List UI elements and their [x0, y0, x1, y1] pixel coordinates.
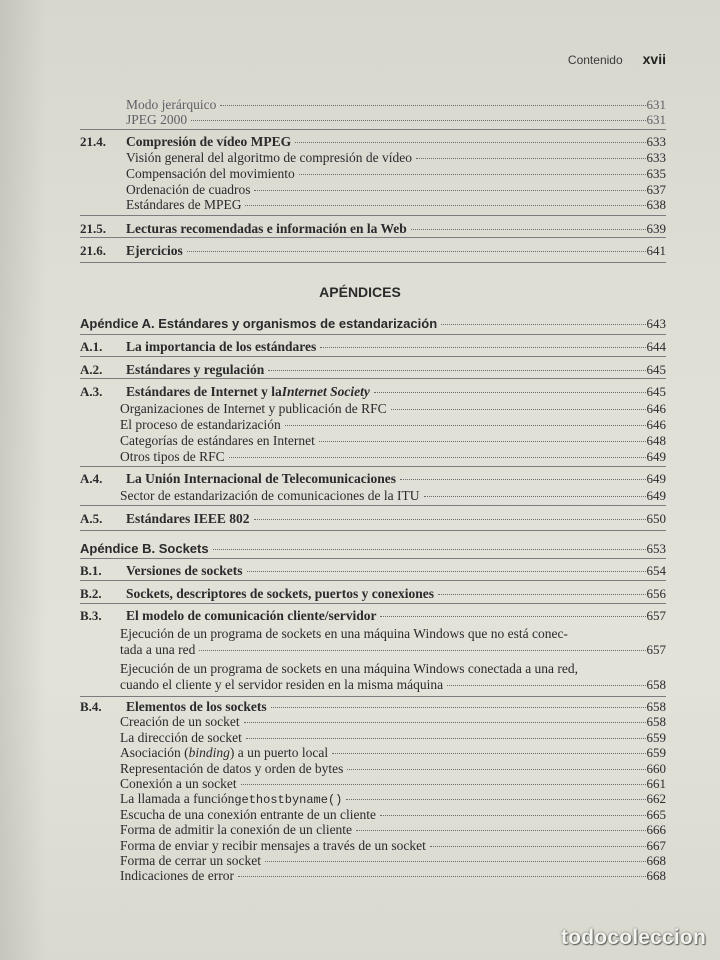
entry-title	[120, 791, 650, 807]
entry-page: 667	[646, 838, 666, 853]
toc-entry	[0, 868, 720, 885]
dot-leader	[254, 519, 646, 520]
entry-page: 649	[646, 488, 666, 503]
entry-number: A.3.	[80, 384, 103, 399]
entry-title	[120, 417, 650, 433]
appendix-a-title-text: Apéndice A. Estándares y organismos de estandarización	[80, 316, 438, 331]
toc-entry	[0, 433, 720, 450]
section-rule	[80, 334, 666, 335]
toc-entry	[0, 449, 720, 466]
dot-leader	[213, 549, 646, 550]
entry-number: A.4.	[80, 471, 103, 486]
entry-page: 646	[646, 417, 666, 432]
entry-page: 633	[646, 150, 666, 165]
entry-title	[120, 730, 650, 746]
dot-leader	[187, 251, 646, 252]
entry-page: 659	[646, 745, 666, 760]
dot-leader	[438, 594, 646, 595]
entry-page: 656	[646, 586, 666, 601]
dot-leader	[411, 229, 646, 230]
entry-title-text: Forma de admitir la conexión de un cliente	[120, 822, 353, 837]
toc-entry	[0, 384, 720, 401]
entry-number: B.1.	[80, 563, 102, 578]
toc-entry	[0, 745, 720, 762]
entry-number: 21.6.	[80, 243, 106, 258]
entry-title	[120, 449, 650, 465]
section-rule	[80, 580, 666, 581]
running-header	[568, 51, 666, 67]
entry-title	[120, 745, 650, 761]
entry-title	[126, 97, 650, 113]
appendix-a-entry	[0, 316, 720, 333]
entry-page: 654	[646, 563, 666, 578]
entry-number: 21.5.	[80, 221, 106, 236]
entry-number: A.5.	[80, 511, 103, 526]
header-section: Contenido	[567, 53, 623, 67]
toc-entry	[0, 417, 720, 434]
entry-page: 646	[646, 401, 666, 416]
entry-title	[126, 197, 650, 213]
entry-page: 658	[646, 714, 666, 729]
dot-leader	[229, 457, 646, 458]
entry-title-text: Categorías de estándares en Internet	[120, 433, 315, 448]
toc-entry	[0, 150, 720, 167]
dot-leader	[430, 846, 646, 847]
toc-entry	[0, 563, 720, 580]
entry-page: 645	[646, 362, 666, 377]
entry-title	[120, 853, 650, 869]
entry-number: A.2.	[80, 362, 103, 377]
entry-page: 668	[646, 868, 666, 883]
dot-leader	[380, 815, 646, 816]
appendix-a-title	[80, 316, 650, 331]
entry-title-text: Versiones de sockets	[126, 563, 243, 578]
entry-title-text: cuando el cliente y el servidor residen en la misma máquina	[120, 677, 444, 692]
entry-page: 659	[646, 730, 666, 745]
dot-leader	[320, 347, 646, 348]
entry-title	[126, 243, 650, 259]
toc-entry	[0, 243, 720, 260]
entry-title-text: Compresión de vídeo MPEG	[126, 134, 292, 149]
appendix-b-page: 653	[646, 541, 666, 556]
entry-page: 668	[646, 853, 666, 868]
entry-title-text: Estándares y regulación	[126, 362, 265, 377]
entry-number: B.3.	[80, 608, 102, 623]
entry-title-code: gethostbyname()	[234, 793, 343, 807]
entry-title-text: Escucha de una conexión entrante de un cliente	[120, 807, 377, 822]
section-rule	[80, 466, 666, 467]
entry-title-text: Estándares de Internet y la	[126, 384, 282, 399]
section-rule	[80, 215, 666, 216]
dot-leader	[220, 105, 646, 106]
entry-page: 631	[646, 97, 666, 112]
dot-leader	[319, 441, 646, 442]
entry-title-text: Estándares de MPEG	[126, 197, 242, 212]
dot-leader	[199, 650, 646, 651]
toc-entry	[0, 166, 720, 183]
entry-title-text: La llamada a función	[120, 791, 235, 806]
entry-title-italic: binding	[188, 745, 230, 760]
entry-page: 665	[646, 807, 666, 822]
entry-title	[126, 362, 650, 378]
entry-page: 658	[646, 699, 666, 714]
entry-title	[120, 822, 650, 838]
toc-entry	[0, 112, 720, 129]
entry-title	[120, 807, 650, 823]
entry-title-text: La Unión Internacional de Telecomunicaciones	[126, 471, 397, 486]
section-rule	[80, 262, 666, 263]
toc-entry	[0, 339, 720, 356]
dot-leader	[380, 616, 646, 617]
entry-title	[120, 838, 650, 854]
entry-title-text: Ordenación de cuadros	[126, 182, 251, 197]
entry-title	[120, 761, 650, 777]
entry-title	[120, 868, 650, 884]
appendix-b-entry	[0, 541, 720, 558]
entry-title-text: Indicaciones de error	[120, 868, 234, 883]
entry-title-text: Creación de un socket	[120, 714, 240, 729]
dot-leader	[244, 722, 646, 723]
entry-page: 633	[646, 134, 666, 149]
entry-title-text: Asociación (	[120, 745, 189, 760]
entry-title	[126, 471, 650, 487]
entry-title-text: Lecturas recomendadas e información en la Web	[126, 221, 407, 236]
toc-entry	[0, 488, 720, 505]
entry-title-text: Compensación del movimiento	[126, 166, 295, 181]
dot-leader	[441, 324, 646, 325]
dot-leader	[254, 190, 646, 191]
entry-page: 645	[646, 384, 666, 399]
entry-page: 638	[646, 197, 666, 212]
dot-leader	[238, 876, 646, 877]
entry-page: 657	[646, 642, 666, 657]
entry-title-text: Forma de cerrar un socket	[120, 853, 261, 868]
toc-entry	[0, 511, 720, 528]
entry-title-text: Organizaciones de Internet y publicación de RFC	[120, 401, 387, 416]
dot-leader	[400, 479, 646, 480]
entry-title	[120, 433, 650, 449]
appendix-b-title-text: Apéndice B. Sockets	[80, 541, 209, 556]
toc-entry	[0, 221, 720, 238]
dot-leader	[265, 861, 646, 862]
entry-title-text: Elementos de los sockets	[126, 699, 267, 714]
entry-page: 660	[646, 761, 666, 776]
entry-page: 662	[646, 791, 666, 806]
entry-title-text: La dirección de socket	[120, 730, 242, 745]
toc-entry	[0, 401, 720, 418]
entry-title-text: Modo jerárquico	[126, 97, 217, 112]
toc-entry	[0, 471, 720, 488]
entry-title	[120, 401, 650, 417]
entry-title-text: Otros tipos de RFC	[120, 449, 225, 464]
appendices-heading: APÉNDICES	[319, 284, 401, 300]
entry-title-text: tada a una red	[120, 642, 196, 657]
wrapped-entry-line-1: Ejecución de un programa de sockets en una máquina Windows conectada a una red,	[120, 661, 579, 676]
dot-leader	[285, 425, 646, 426]
header-page-number: xvii	[642, 51, 666, 67]
entry-title-text: El proceso de estandarización	[120, 417, 281, 432]
toc-entry	[0, 362, 720, 379]
entry-title	[126, 608, 650, 624]
dot-leader	[332, 753, 646, 754]
dot-leader	[299, 174, 646, 175]
entry-number: B.4.	[80, 699, 102, 714]
entry-page: 649	[646, 471, 666, 486]
entry-title	[126, 182, 650, 198]
entry-title-text: Ejercicios	[126, 243, 183, 258]
wrapped-entry-line-1: Ejecución de un programa de sockets en una máquina Windows que no está conec-	[120, 626, 568, 641]
entry-title	[120, 642, 650, 658]
entry-page: 666	[646, 822, 666, 837]
entry-title	[126, 221, 650, 237]
dot-leader	[356, 830, 646, 831]
entry-title	[126, 112, 650, 128]
entry-title-text: Sector de estandarización de comunicaciones de la ITU	[120, 488, 420, 503]
entry-number: A.1.	[80, 339, 103, 354]
entry-title-text: La importancia de los estándares	[126, 339, 317, 354]
entry-number: B.2.	[80, 586, 102, 601]
dot-leader	[416, 158, 646, 159]
dot-leader	[268, 370, 646, 371]
watermark: todocoleccion	[561, 926, 706, 949]
dot-leader	[424, 496, 647, 497]
entry-page: 644	[646, 339, 666, 354]
entry-page: 658	[646, 677, 666, 692]
entry-title	[120, 677, 650, 693]
toc-entry	[0, 791, 720, 808]
entry-page: 657	[646, 608, 666, 623]
entry-title	[126, 134, 650, 150]
entry-title-text: JPEG 2000	[126, 112, 188, 127]
entry-title	[120, 488, 650, 504]
entry-title	[120, 776, 650, 792]
dot-leader	[391, 409, 646, 410]
entry-page: 639	[646, 221, 666, 236]
toc-entry	[0, 822, 720, 839]
entry-title	[126, 586, 650, 602]
section-rule	[80, 129, 666, 130]
section-rule	[80, 558, 666, 559]
entry-title-italic: Internet Society	[281, 384, 370, 399]
dot-leader	[346, 799, 646, 800]
toc-entry	[0, 197, 720, 214]
dot-leader	[246, 738, 646, 739]
entry-title-text: El modelo de comunicación cliente/servidor	[126, 608, 377, 623]
entry-title-text: Estándares IEEE 802	[126, 511, 250, 526]
dot-leader	[191, 120, 646, 121]
entry-title-text: Sockets, descriptores de sockets, puertos y conexiones	[126, 586, 434, 601]
entry-page: 641	[646, 243, 666, 258]
entry-page: 635	[646, 166, 666, 181]
wrapped-entry-line-2	[0, 642, 720, 659]
section-rule	[80, 696, 666, 697]
entry-page: 661	[646, 776, 666, 791]
entry-title-text: Conexión a un socket	[120, 776, 237, 791]
entry-title	[126, 384, 650, 400]
dot-leader	[245, 205, 646, 206]
toc-entry	[0, 714, 720, 731]
appendix-a-page: 643	[646, 316, 666, 331]
section-rule	[80, 505, 666, 506]
wrapped-entry-line-2	[0, 677, 720, 694]
entry-page: 650	[646, 511, 666, 526]
entry-number: 21.4.	[80, 134, 106, 149]
dot-leader	[295, 142, 646, 143]
dot-leader	[247, 571, 647, 572]
section-rule	[80, 603, 666, 604]
entry-title-suffix: ) a un puerto local	[229, 745, 329, 760]
entry-title	[126, 150, 650, 166]
section-rule	[80, 530, 666, 531]
section-rule	[80, 237, 666, 238]
entry-title-text: Forma de enviar y recibir mensajes a través de un socket	[120, 838, 426, 853]
dot-leader	[347, 769, 646, 770]
section-rule	[80, 356, 666, 357]
entry-page: 637	[646, 182, 666, 197]
toc-entry	[0, 134, 720, 151]
toc-entry	[0, 608, 720, 625]
entry-title	[126, 699, 650, 715]
dot-leader	[447, 685, 646, 686]
appendix-b-title	[80, 541, 650, 556]
entry-title	[120, 714, 650, 730]
entry-title	[126, 166, 650, 182]
dot-leader	[374, 392, 646, 393]
toc-entry	[0, 586, 720, 603]
entry-title-text: Representación de datos y orden de bytes	[120, 761, 344, 776]
entry-page: 649	[646, 449, 666, 464]
entry-title	[126, 563, 650, 579]
dot-leader	[241, 784, 646, 785]
dot-leader	[271, 707, 646, 708]
entry-title	[126, 339, 650, 355]
entry-page: 648	[646, 433, 666, 448]
section-rule	[80, 378, 666, 379]
entry-page: 631	[646, 112, 666, 127]
entry-title-text: Visión general del algoritmo de compresión de vídeo	[126, 150, 412, 165]
entry-title	[126, 511, 650, 527]
